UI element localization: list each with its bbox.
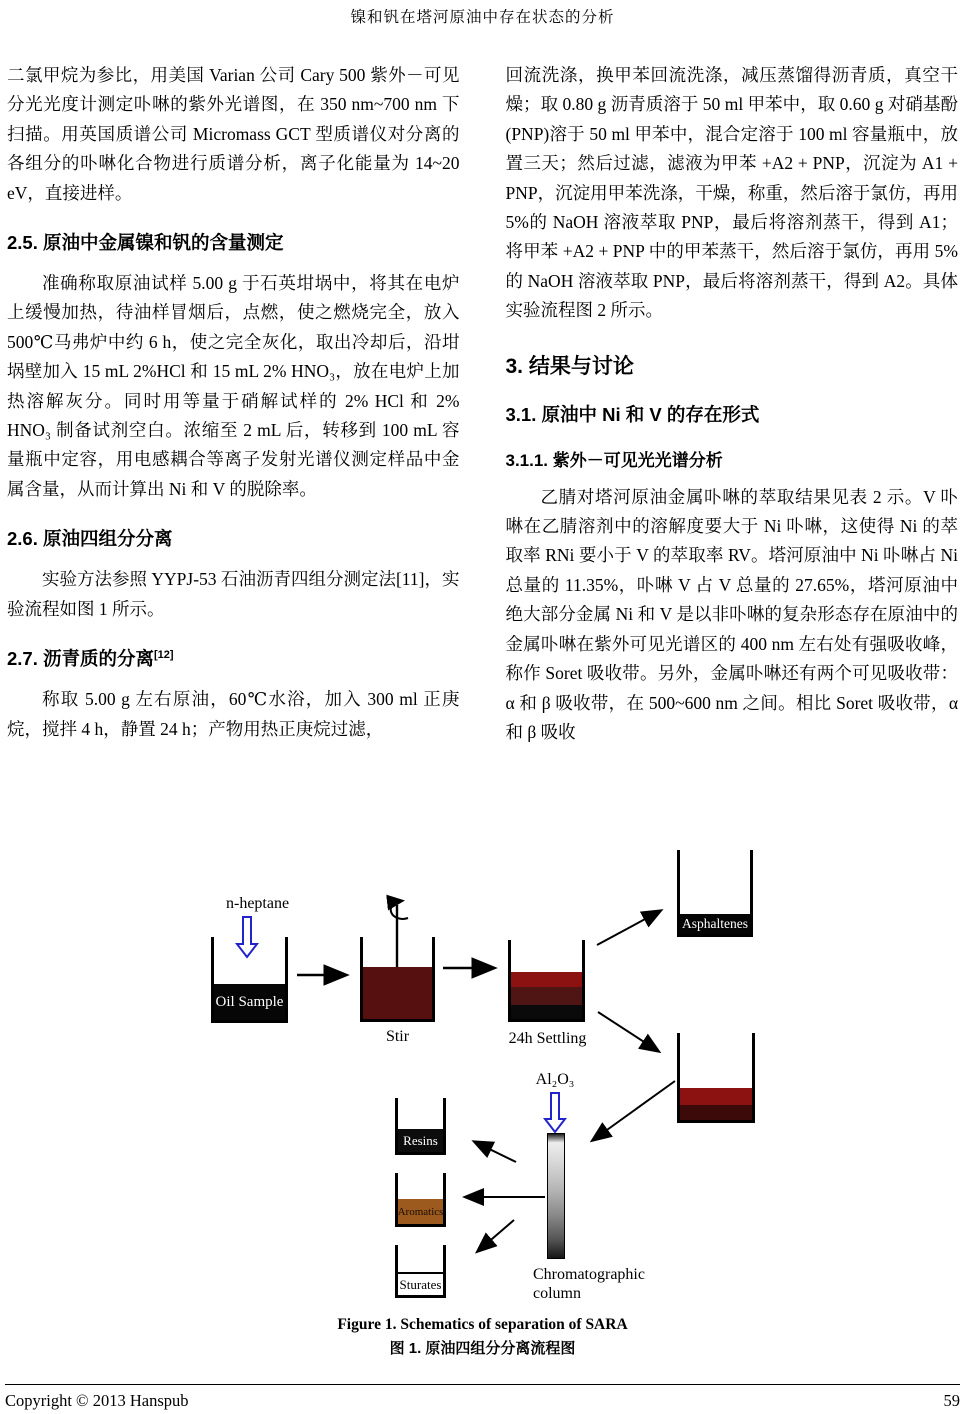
paragraph-metal-content: 准确称取原油试样 5.00 g 于石英坩埚中，将其在电炉上缓慢加热，待油样冒烟后，点燃，使之燃烧完全，放入 500℃马弗炉中约 6 h，使之完全灰化，取出冷却后，沿坩埚壁加入 15 mL 2%HCl 和 15 mL 2% HNO₃，放在电炉上加热溶解灰分。同时用等量于硝解试样的 2% HCl 和 2% HNO₃ 制备试剂空白。浓缩至 2 mL 后，转移到 100 mL 容量瓶中定容，用电感耦合等离子发射光谱仪测定样品中金属含量，从而计算出 Ni 和 V 的脱除率。: [7, 273, 460, 499]
arrow-column-to-resins: [475, 1142, 516, 1162]
maltenes-layer-bottom: [680, 1105, 752, 1120]
aromatics-label: Aromatics: [397, 1205, 444, 1218]
figure-caption-en: Figure 1. Schematics of separation of SARA: [337, 1316, 628, 1333]
chromatographic-column-label: [533, 1265, 645, 1303]
settling-label: 24h Settling: [508, 1030, 587, 1047]
settling-layer-bottom: [511, 1005, 582, 1019]
maltenes-layer-top: [680, 1088, 752, 1105]
beaker-resins: [395, 1098, 446, 1155]
chromatographic-column: [547, 1133, 565, 1259]
al2o3-label: Al₂O₃: [535, 1071, 575, 1088]
figure-caption-cn: 图 1. 原油四组分分离流程图: [389, 1340, 576, 1357]
page-number: 59: [943, 1391, 960, 1410]
left-column: [7, 61, 460, 747]
arrow-settling-to-maltenes: [598, 1012, 658, 1051]
stir-liquid: [363, 967, 432, 1019]
al2o3-down-arrow-icon: [545, 1093, 565, 1132]
beaker-asphaltenes: [677, 850, 753, 937]
resins-label: Resins: [403, 1132, 438, 1148]
paragraph-asphaltene-sep: 称取 5.00 g 左右原油，60℃水浴，加入 300 ml 正庚烷，搅拌 4 h，静置 24 h；产物用热正庚烷过滤，: [7, 689, 460, 739]
heading-2-6: 2.6. 原油四组分分离: [7, 528, 173, 550]
resins-liquid: [398, 1129, 443, 1152]
figure-1-sara-schematic: [0, 845, 965, 1315]
page-footer: [5, 1384, 960, 1411]
heading-3-1-1: 3.1.1. 紫外－可见光光谱分析: [505, 450, 723, 470]
n-heptane-label: n-heptane: [226, 895, 290, 912]
paragraph-uv-method: 二氯甲烷为参比，用美国 Varian 公司 Cary 500 紫外－可见分光光度计测定卟啉的紫外光谱图，在 350 nm~700 nm 下扫描。用英国质谱公司 Micromass GCT 型质谱仪对分离的各组分的卟啉化合物进行质谱分析，离子化能量为 14~20 eV，直接进样。: [7, 65, 460, 203]
heading-2-7-ref: [12]: [154, 648, 174, 661]
beaker-aromatics: [395, 1173, 446, 1227]
column-label-line2: column: [533, 1285, 581, 1302]
arrow-maltenes-to-column: [593, 1081, 675, 1140]
page-title: 镍和钒在塔河原油中存在状态的分析: [350, 9, 615, 26]
arrow-column-to-sturates: [478, 1220, 514, 1251]
right-column: [506, 61, 959, 747]
rotation-arrow-icon: [391, 901, 408, 919]
settling-layer-top: [511, 972, 582, 987]
sturates-liquid: [398, 1272, 443, 1295]
sturates-label: Sturates: [399, 1276, 442, 1292]
heading-2-5: 2.5. 原油中金属镍和钒的含量测定: [7, 232, 284, 254]
asphaltenes-liquid: [680, 914, 750, 934]
beaker-stir: [360, 937, 435, 1022]
heading-3-1: 3.1. 原油中 Ni 和 V 的存在形式: [505, 403, 760, 425]
figure-arrows-layer: [0, 845, 965, 1315]
stir-label: Stir: [385, 1028, 410, 1045]
paragraph-sara-method: 实验方法参照 YYPJ-53 石油沥青四组分测定法[11]，实验流程如图 1 所示。: [7, 569, 460, 619]
column-label-line1: Chromatographic: [533, 1266, 645, 1283]
settling-layer-mid: [511, 987, 582, 1005]
beaker-maltenes: [677, 1033, 755, 1123]
beaker-oil-sample: [211, 937, 288, 1023]
beaker-settling: [508, 940, 585, 1022]
copyright-text: Copyright © 2013 Hanspub: [5, 1391, 189, 1410]
heading-2-7: [7, 645, 460, 671]
aromatics-liquid: [398, 1199, 443, 1224]
oil-sample-label: Oil Sample: [215, 993, 284, 1010]
heading-2-7-text: 2.7. 沥青质的分离: [7, 648, 154, 670]
heading-3: 3. 结果与讨论: [505, 354, 634, 378]
asphaltenes-label: Asphaltenes: [682, 916, 748, 931]
two-column-text: [7, 61, 958, 747]
beaker-sturates: [395, 1245, 446, 1298]
paragraph-asphaltene-cont: 回流洗涤，换甲苯回流洗涤，减压蒸馏得沥青质，真空干燥；取 0.80 g 沥青质溶于 50 ml 甲苯中，取 0.60 g 对硝基酚(PNP)溶于 50 ml 甲苯中，混合定溶于 100 ml 容量瓶中，放置三天；然后过滤，滤液为甲苯 +A2 + PNP，沉淀为 A1 + PNP，沉淀用甲苯洗涤，干燥，称重，然后溶于氯仿，再用 5%的 NaOH 溶液萃取 PNP，最后将溶剂蒸干，得到 A1；将甲苯 +A2 + PNP 中的甲苯蒸干，然后溶于氯仿，再用 5%的 NaOH 溶液萃取 PNP，最后将溶剂蒸干，得到 A2。具体实验流程图 2 所示。: [505, 65, 958, 321]
paragraph-uv-results: 乙腈对塔河原油金属卟啉的萃取结果见表 2 示。V 卟啉在乙腈溶剂中的溶解度要大于 Ni 卟啉，这使得 Ni 的萃取率 RNi 要小于 V 的萃取率 RV。塔河原油中 Ni 卟啉占 Ni 总量的 11.35%，卟啉 V 占 V 总量的 27.65%，塔河原油中绝大部分金属 Ni 和 V 是以非卟啉的复杂形态存在原油中的金属卟啉在紫外可见光谱区的 400 nm 左右处有强吸收峰，称作 Soret 吸收带。另外，金属卟啉还有两个可见吸收带：α 和 β 吸收带，在 500~600 nm 之间。相比 Soret 吸收带，α 和 β 吸收: [505, 486, 958, 742]
oil-sample-liquid: [214, 984, 285, 1020]
arrow-settling-to-asphaltenes: [597, 911, 660, 945]
